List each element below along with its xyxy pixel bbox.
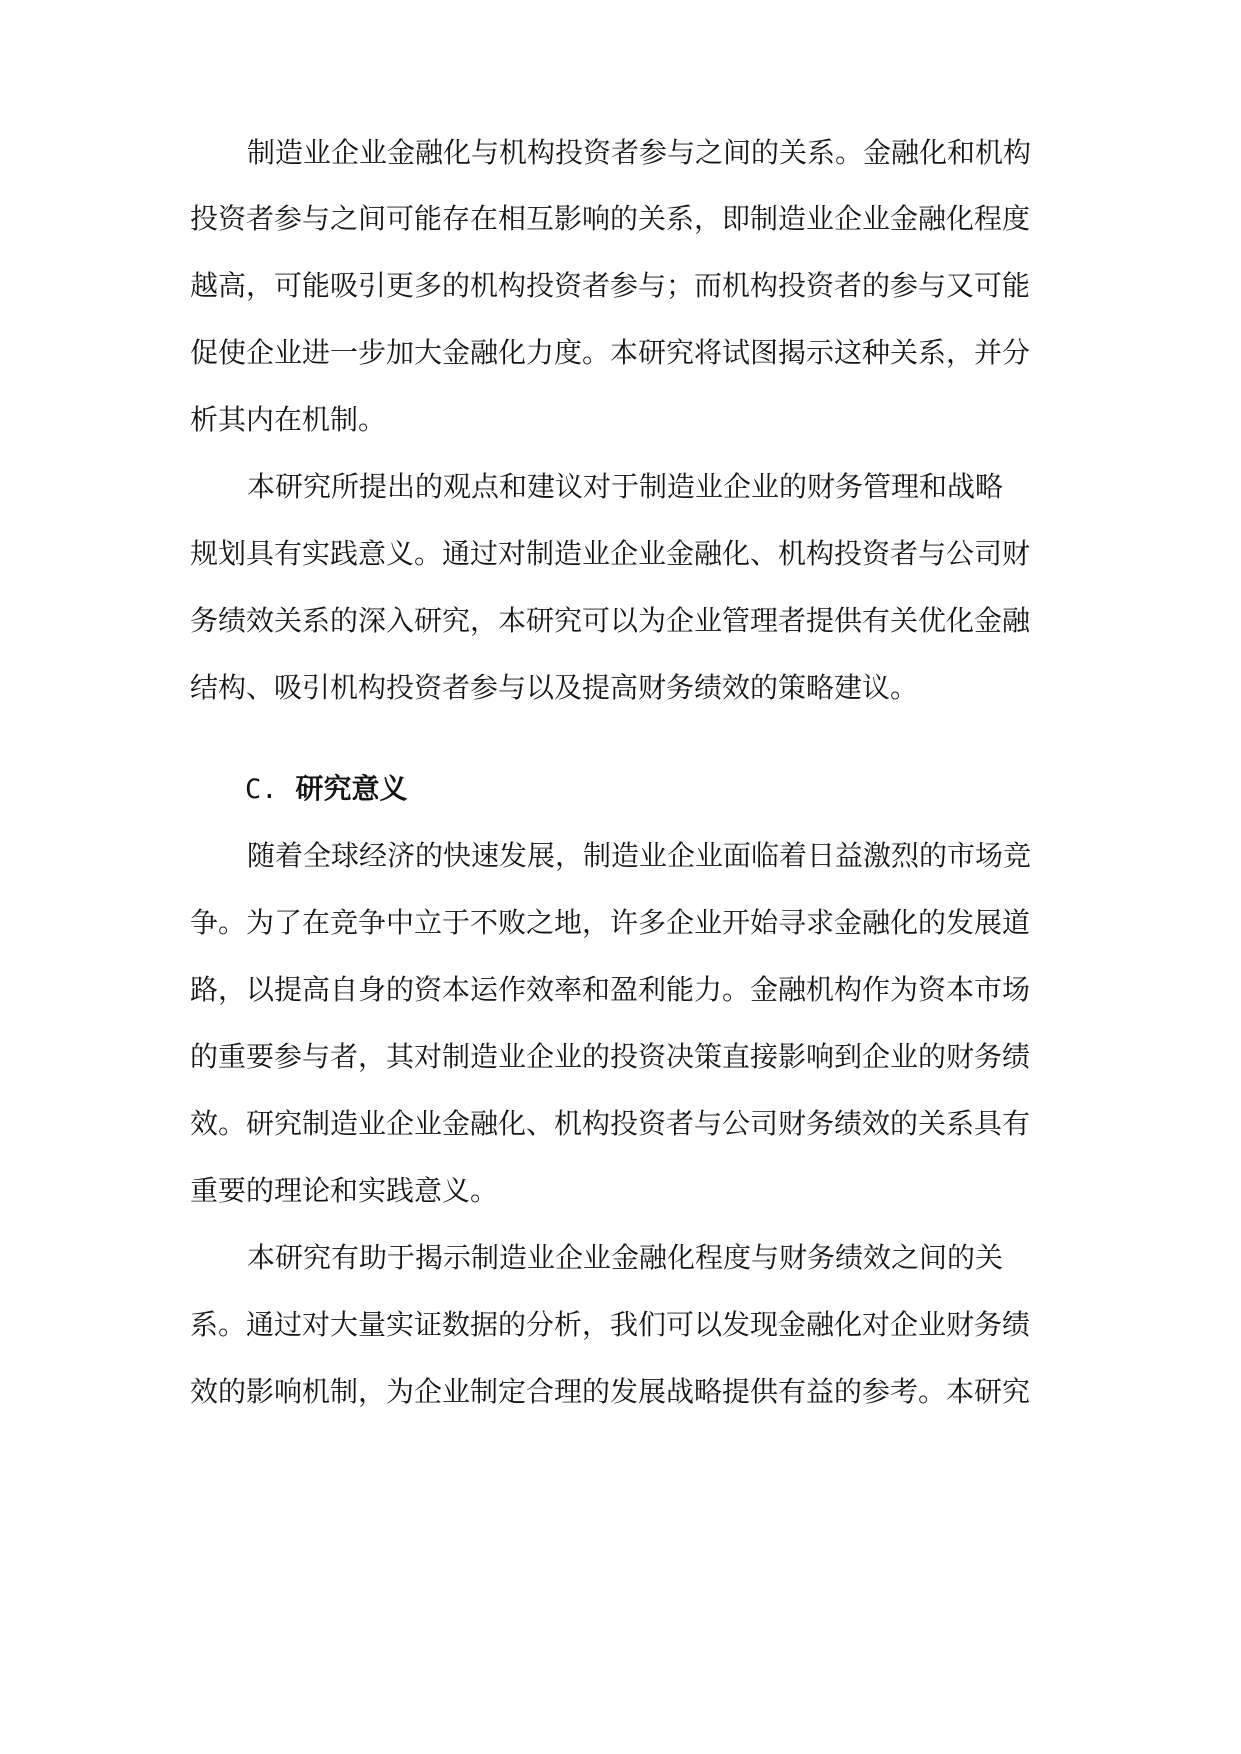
paragraph-1-line-1: 制造业企业金融化与机构投资者参与之间的关系。金融化和机构 — [247, 136, 1032, 169]
paragraph-3-line-5: 效。研究制造业企业金融化、机构投资者与公司财务绩效的关系具有 — [190, 1107, 1031, 1140]
paragraph-1-line-2: 投资者参与之间可能存在相互影响的关系，即制造业企业金融化程度 — [190, 202, 1031, 235]
paragraph-1-line-3: 越高，可能吸引更多的机构投资者参与；而机构投资者的参与又可能 — [190, 269, 1031, 302]
paragraph-2-line-4: 结构、吸引机构投资者参与以及提高财务绩效的策略建议。 — [190, 671, 919, 704]
paragraph-3-line-6: 重要的理论和实践意义。 — [190, 1174, 499, 1207]
paragraph-3-line-4: 的重要参与者，其对制造业企业的投资决策直接影响到企业的财务绩 — [190, 1040, 1031, 1073]
paragraph-3-line-2: 争。为了在竞争中立于不败之地，许多企业开始寻求金融化的发展道 — [190, 906, 1031, 939]
paragraph-4-line-3: 效的影响机制，为企业制定合理的发展战略提供有益的参考。本研究 — [190, 1375, 1031, 1408]
paragraph-2-line-2: 规划具有实践意义。通过对制造业企业金融化、机构投资者与公司财 — [190, 537, 1031, 570]
paragraph-2-line-1: 本研究所提出的观点和建议对于制造业企业的财务管理和战略 — [247, 470, 1004, 503]
paragraph-3-line-1: 随着全球经济的快速发展，制造业企业面临着日益激烈的市场竞 — [247, 839, 1032, 872]
paragraph-1-line-4: 促使企业进一步加大金融化力度。本研究将试图揭示这种关系，并分 — [190, 336, 1031, 369]
paragraph-2-line-3: 务绩效关系的深入研究，本研究可以为企业管理者提供有关优化金融 — [190, 604, 1031, 637]
section-heading-label: C. — [245, 774, 278, 805]
section-heading-title: 研究意义 — [295, 772, 408, 805]
paragraph-1-line-5: 析其内在机制。 — [190, 403, 387, 436]
paragraph-3-line-3: 路，以提高自身的资本运作效率和盈利能力。金融机构作为资本市场 — [190, 973, 1031, 1006]
paragraph-4-line-2: 系。通过对大量实证数据的分析，我们可以发现金融化对企业财务绩 — [190, 1308, 1031, 1341]
section-heading — [245, 765, 408, 813]
paragraph-4-line-1: 本研究有助于揭示制造业企业金融化程度与财务绩效之间的关 — [247, 1241, 1004, 1274]
